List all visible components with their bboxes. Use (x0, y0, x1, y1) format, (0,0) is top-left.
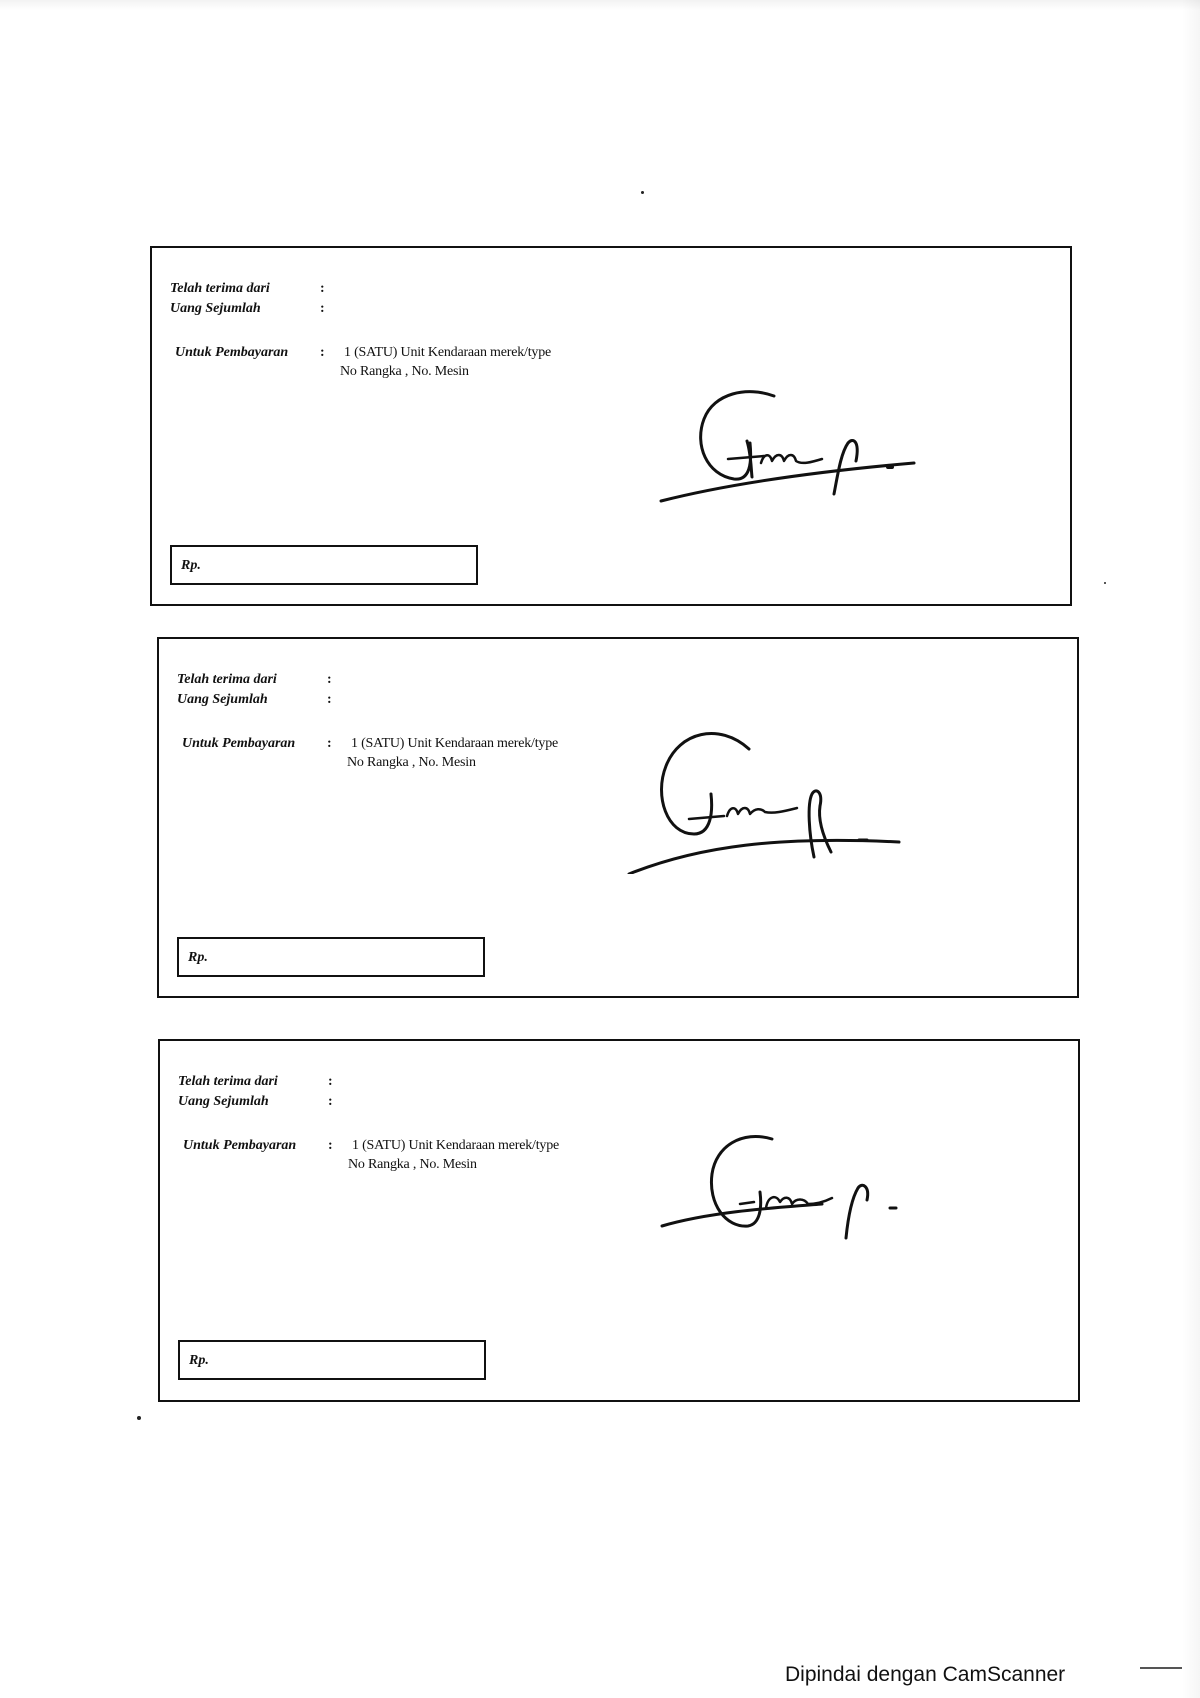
amount-box (177, 937, 485, 977)
scan-speck (641, 191, 644, 194)
chassis-engine-number: No Rangka , No. Mesin (340, 364, 469, 379)
received-from-label: Telah terima dari (177, 672, 277, 687)
received-from-label: Telah terima dari (178, 1074, 278, 1089)
footer-rule (1140, 1667, 1182, 1669)
payment-label: Untuk Pembayaran (182, 736, 296, 751)
payment-label: Untuk Pembayaran (183, 1138, 297, 1153)
receipt-3 (158, 1039, 1080, 1402)
scan-shadow-right (1182, 0, 1200, 1698)
scan-shadow-top (0, 0, 1200, 10)
scan-speck (1104, 582, 1106, 584)
amount-label: Uang Sejumlah (178, 1094, 269, 1109)
amount-label: Uang Sejumlah (177, 692, 268, 707)
payment-label: Untuk Pembayaran (175, 345, 289, 360)
scan-speck (137, 1416, 141, 1420)
rp-label: Rp. (188, 950, 208, 965)
signature (652, 383, 952, 533)
received-from-label: Telah terima dari (170, 281, 270, 296)
receipt-2 (157, 637, 1079, 998)
amount-colon: : (328, 1094, 333, 1109)
receipt-1 (150, 246, 1072, 606)
scanner-watermark: Dipindai dengan CamScanner (785, 1663, 1066, 1686)
amount-box (178, 1340, 486, 1380)
received-from-colon: : (320, 281, 325, 296)
chassis-engine-number: No Rangka , No. Mesin (347, 755, 476, 770)
amount-colon: : (327, 692, 332, 707)
rp-label: Rp. (189, 1353, 209, 1368)
signature (650, 1126, 950, 1276)
chassis-engine-number: No Rangka , No. Mesin (348, 1157, 477, 1172)
payment-colon: : (320, 345, 325, 360)
amount-colon: : (320, 301, 325, 316)
payment-colon: : (328, 1138, 333, 1153)
received-from-colon: : (328, 1074, 333, 1089)
amount-label: Uang Sejumlah (170, 301, 261, 316)
payment-colon: : (327, 736, 332, 751)
rp-label: Rp. (181, 558, 201, 573)
amount-box (170, 545, 478, 585)
payment-description: 1 (SATU) Unit Kendaraan merek/type (352, 1138, 560, 1153)
received-from-colon: : (327, 672, 332, 687)
payment-description: 1 (SATU) Unit Kendaraan merek/type (344, 345, 552, 360)
payment-description: 1 (SATU) Unit Kendaraan merek/type (351, 736, 559, 751)
signature (609, 724, 909, 874)
